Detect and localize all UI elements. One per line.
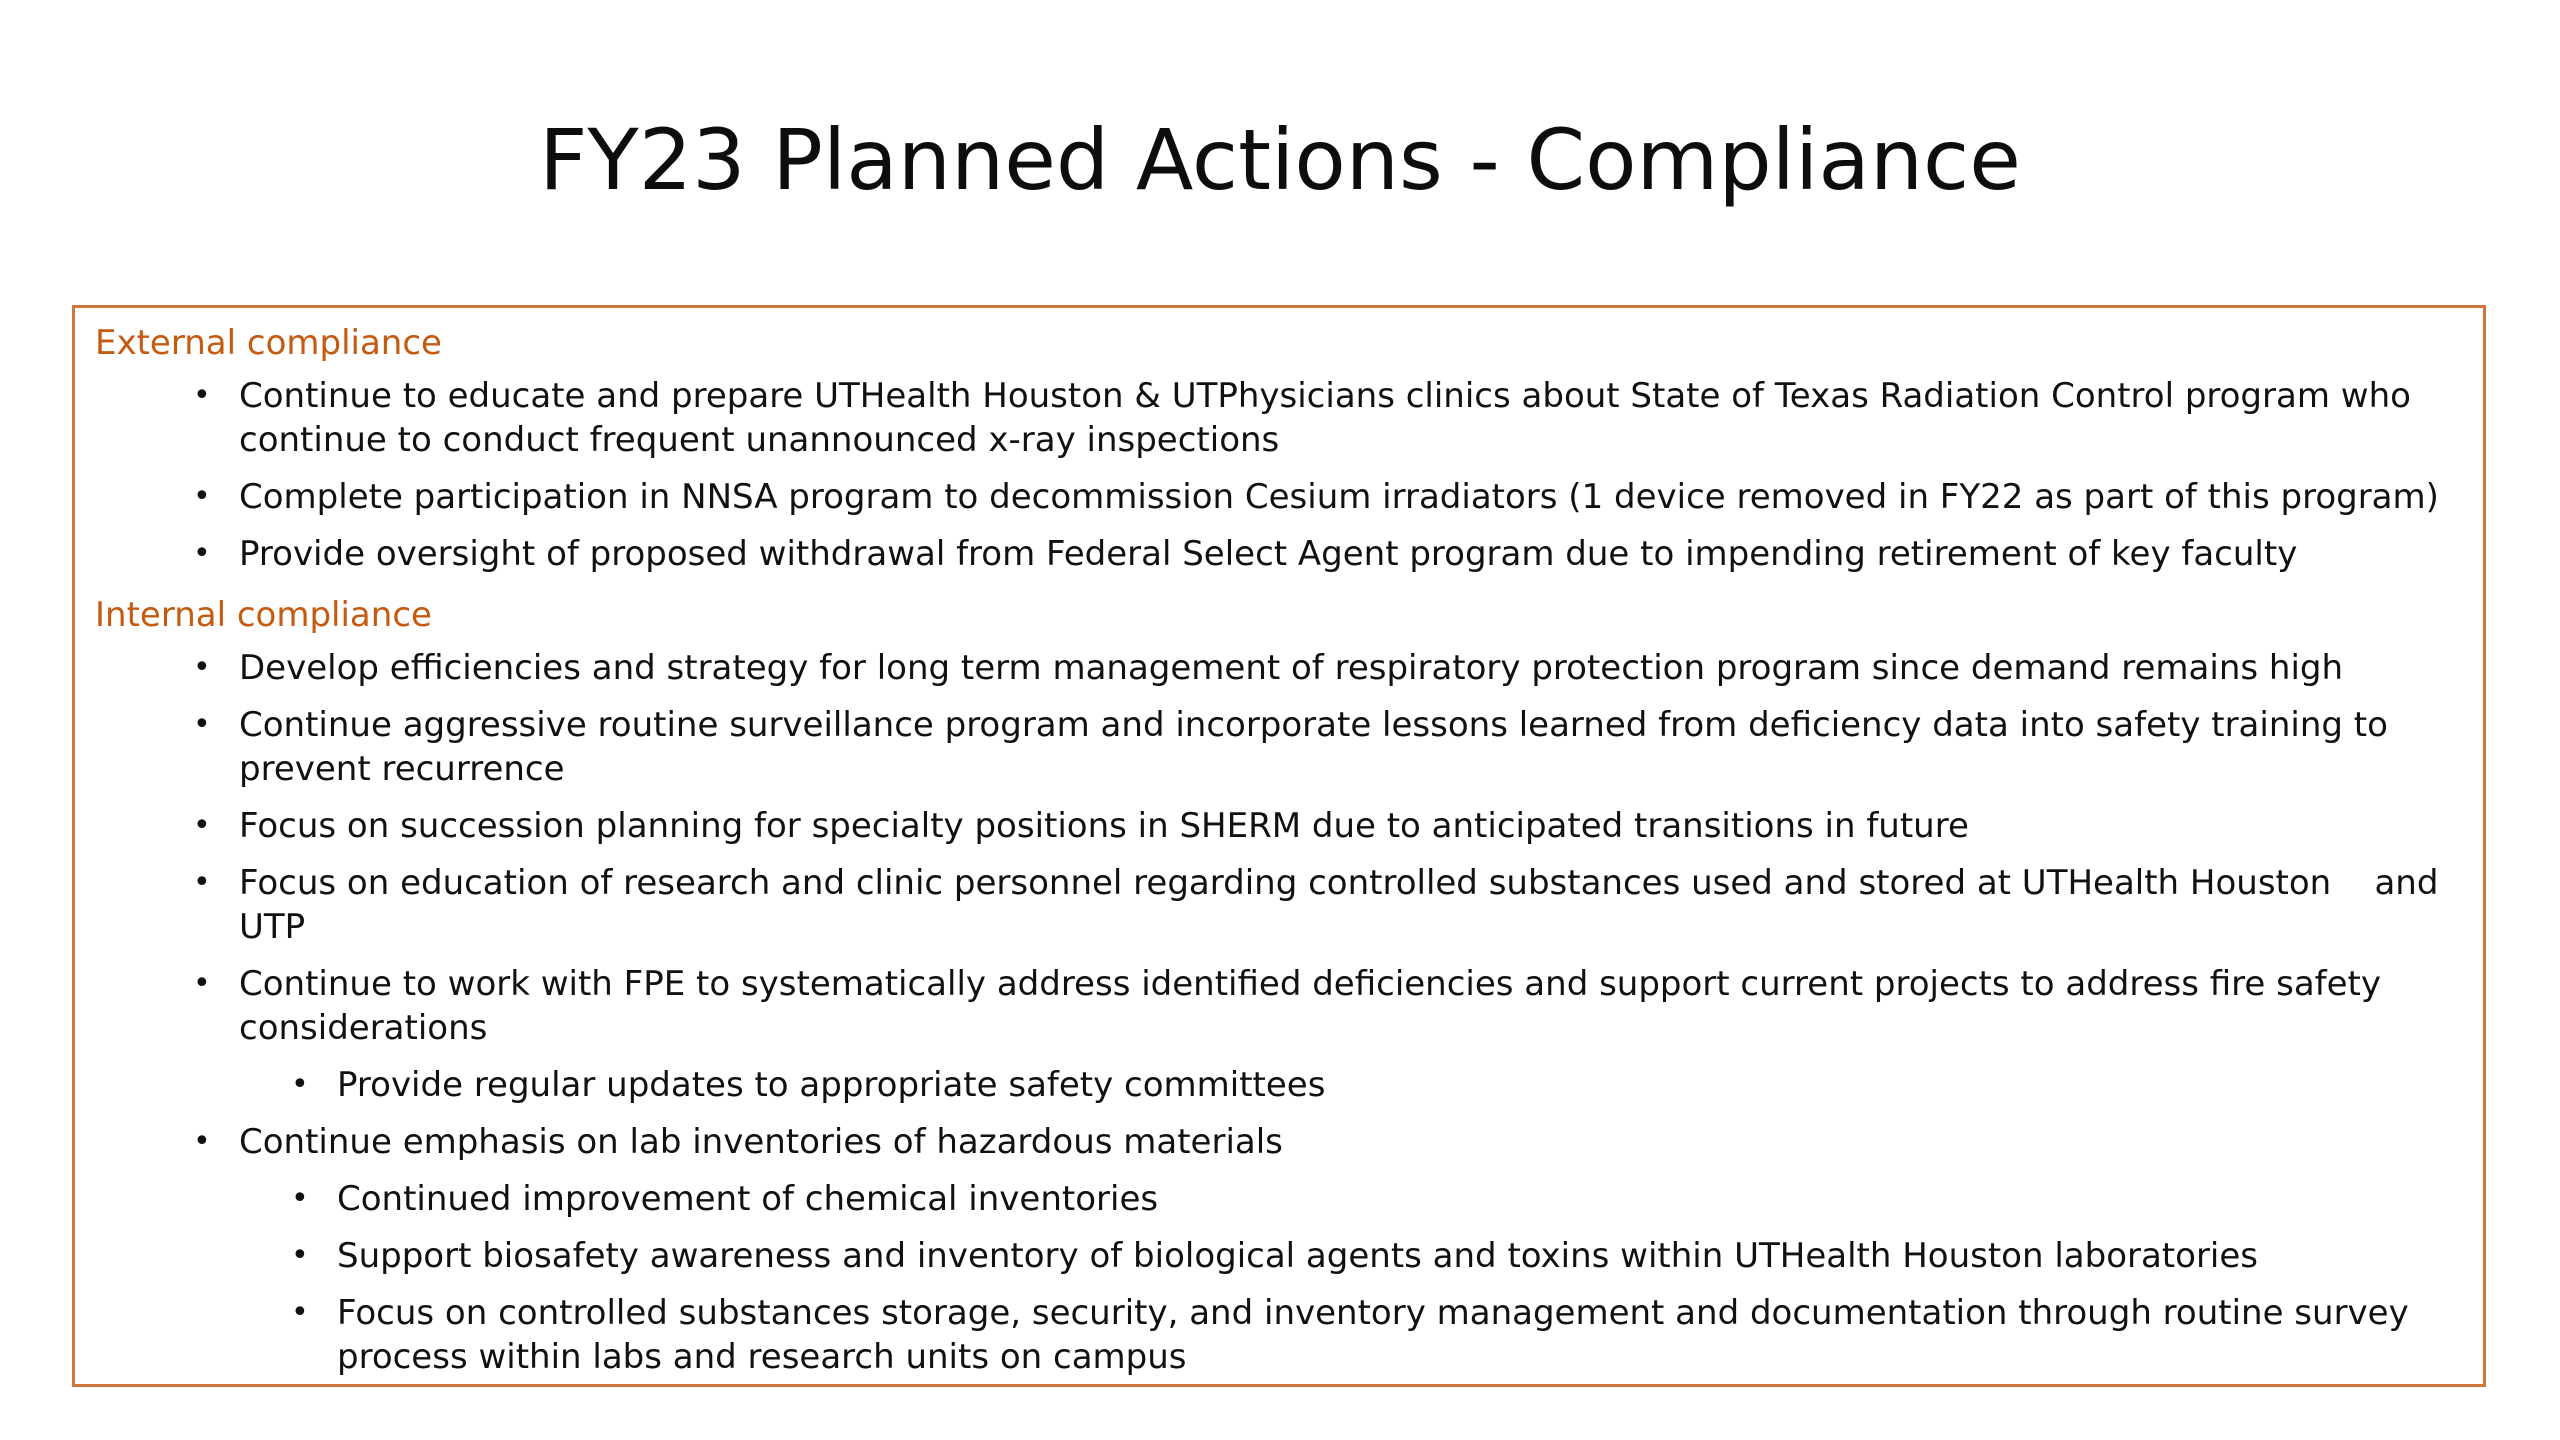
list-item-text: Provide oversight of proposed withdrawal from Federal Select Agent program due to impending retirement of key faculty	[239, 534, 2298, 574]
list-item-sub	[95, 1291, 2463, 1379]
bullet-icon: •	[193, 1124, 211, 1159]
list-item-text: Continue aggressive routine surveillance program and incorporate lessons learned from deficiency data into safety training to prevent recurrence	[239, 705, 2388, 789]
list-item-text: Complete participation in NNSA program to decommission Cesium irradiators (1 device removed in FY22 as part of this program)	[239, 477, 2439, 517]
section-heading-internal: Internal compliance	[95, 595, 432, 635]
list-item-sub	[95, 1234, 2463, 1278]
list-item-sub	[95, 1177, 2463, 1221]
list-item	[95, 646, 2463, 690]
section-heading-external: External compliance	[95, 323, 442, 363]
list-item-text: Provide regular updates to appropriate safety committees	[337, 1065, 1326, 1105]
content-box	[72, 305, 2486, 1387]
bullet-icon: •	[193, 865, 211, 900]
list-item-text: Focus on succession planning for specialty positions in SHERM due to anticipated transitions in future	[239, 806, 1969, 846]
list-item	[95, 475, 2463, 519]
list-item-text: Focus on controlled substances storage, security, and inventory management and documentation through routine survey process within labs and research units on campus	[337, 1293, 2409, 1377]
list-item	[95, 532, 2463, 576]
bullet-icon: •	[193, 479, 211, 514]
bullet-icon: •	[291, 1067, 309, 1102]
bullet-icon: •	[193, 707, 211, 742]
list-item-text: Develop efficiencies and strategy for long term management of respiratory protection program since demand remains high	[239, 648, 2344, 688]
bullet-icon: •	[193, 650, 211, 685]
bullet-icon: •	[291, 1295, 309, 1330]
list-item-text: Continue to work with FPE to systematically address identified deficiencies and support current projects to address fire safety considerations	[239, 964, 2381, 1048]
bullet-icon: •	[193, 808, 211, 843]
list-item	[95, 861, 2463, 949]
bullet-icon: •	[291, 1238, 309, 1273]
list-item-sub	[95, 1063, 2463, 1107]
list-item-text: Continued improvement of chemical inventories	[337, 1179, 1159, 1219]
bullet-icon: •	[193, 966, 211, 1001]
bullet-icon: •	[291, 1181, 309, 1216]
list-item	[95, 962, 2463, 1050]
list-item-text: Continue emphasis on lab inventories of hazardous materials	[239, 1122, 1283, 1162]
list-item	[95, 703, 2463, 791]
list-item	[95, 374, 2463, 462]
external-compliance-list	[95, 374, 2463, 576]
internal-compliance-list	[95, 646, 2463, 1379]
list-item-text: Focus on education of research and clinic personnel regarding controlled substances used and stored at UTHealth Houston and UTP	[239, 863, 2450, 947]
slide-title: FY23 Planned Actions - Compliance	[539, 111, 2021, 209]
bullet-icon: •	[193, 536, 211, 571]
list-item-text: Continue to educate and prepare UTHealth Houston & UTPhysicians clinics about State of Texas Radiation Control program who continue to conduct frequent unannounced x-ray inspections	[239, 376, 2411, 460]
list-item	[95, 1120, 2463, 1164]
list-item	[95, 804, 2463, 848]
bullet-icon: •	[193, 378, 211, 413]
list-item-text: Support biosafety awareness and inventory of biological agents and toxins within UTHealth Houston laboratories	[337, 1236, 2258, 1276]
